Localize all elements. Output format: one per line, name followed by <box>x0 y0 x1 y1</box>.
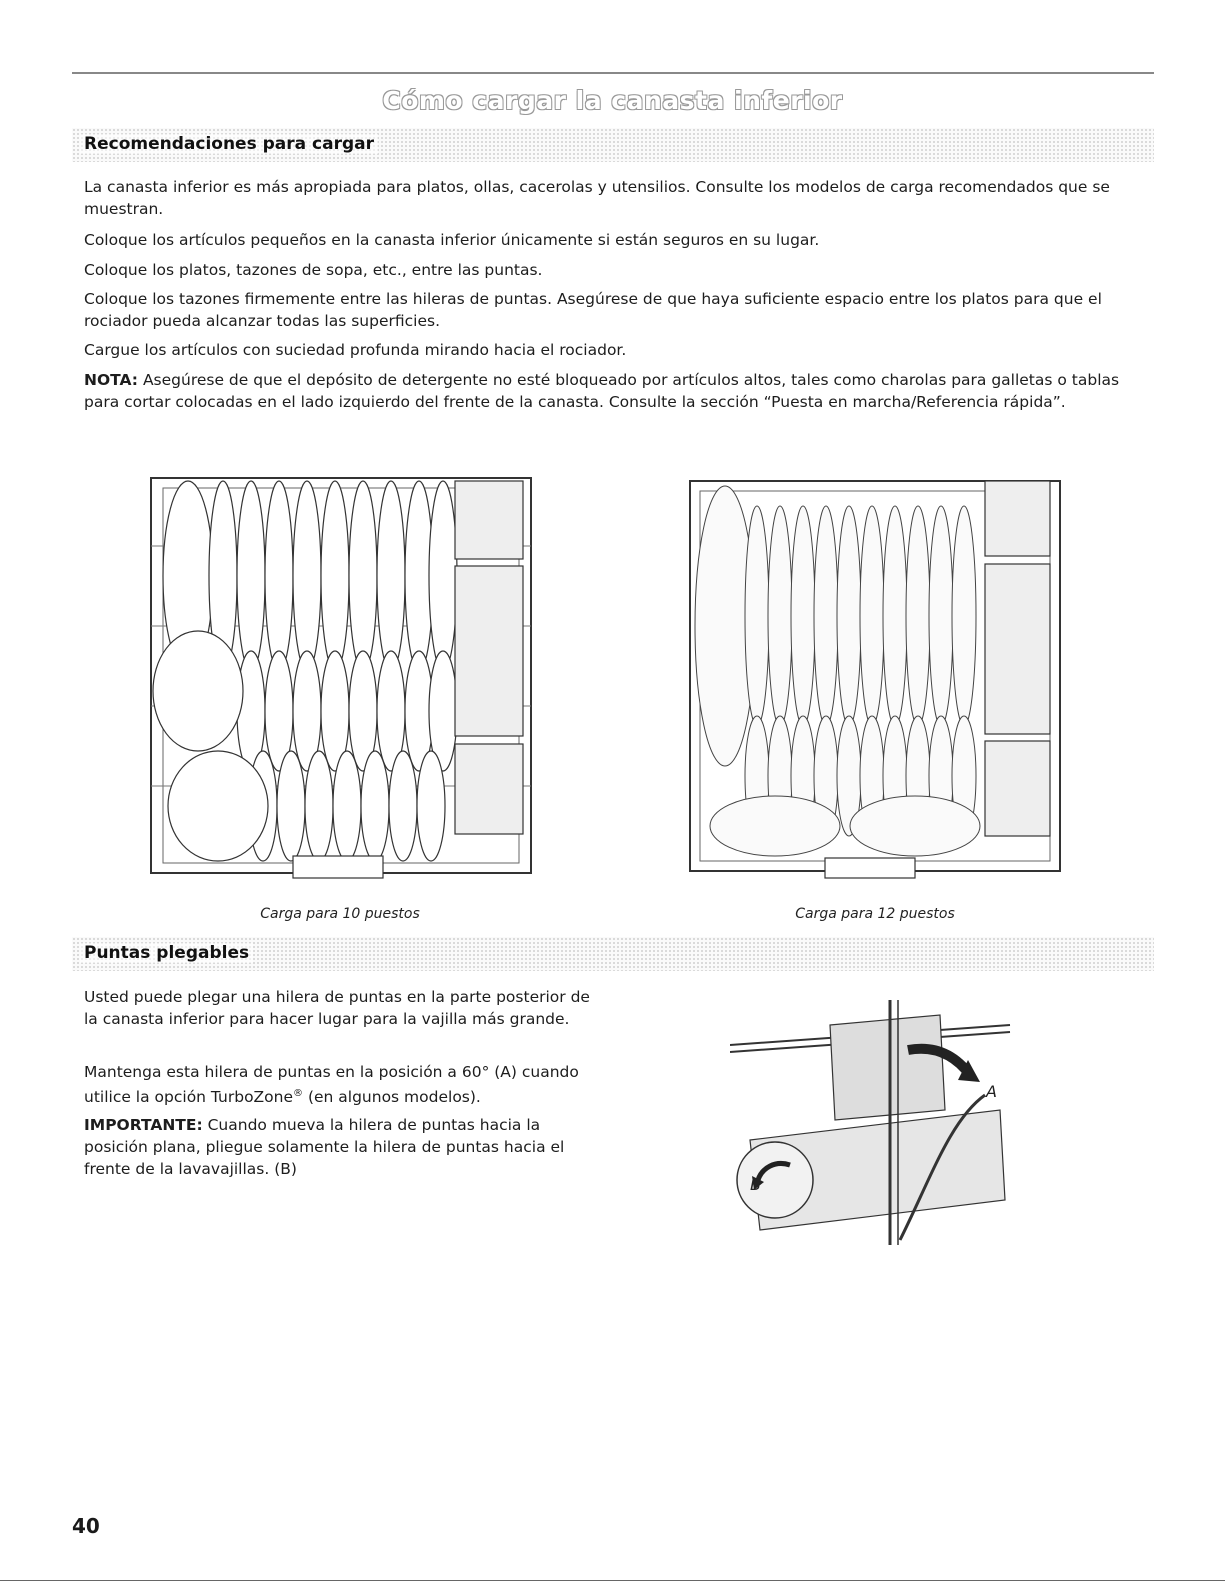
paragraph-basket-use: La canasta inferior es más apropiada para platos, ollas, cacerolas y utensilios. Consulte los modelos de carga recomendados que se muestran. <box>84 178 1110 218</box>
section-heading-loading-tips: Recomendaciones para cargar <box>80 134 378 154</box>
important-text: Cuando mueva la hilera de puntas hacia la posición plana, pliegue solamente la hilera de puntas hacia el frente de la lavavajillas. (B) <box>84 1116 565 1178</box>
rack-12-place-illustration <box>685 466 1065 886</box>
note-paragraph <box>84 369 1144 413</box>
bottom-rule <box>0 1580 1225 1581</box>
paragraph-soiled-items: Cargue los artículos con suciedad profunda mirando hacia el rociador. <box>84 341 627 359</box>
turbozone-text-b: (en algunos modelos). <box>303 1088 481 1107</box>
paragraph-plates: Coloque los platos, tazones de sopa, etc., entre las puntas. <box>84 261 543 279</box>
section-heading-band <box>72 128 1154 162</box>
important-paragraph <box>84 1114 604 1180</box>
section-heading-band <box>72 937 1154 971</box>
caption-10-place: Carga para 10 puestos <box>260 906 420 922</box>
paragraph-small-items: Coloque los artículos pequeños en la canasta inferior únicamente si están seguros en su lugar. <box>84 231 820 249</box>
label-a: A <box>986 1082 997 1101</box>
paragraph-turbozone <box>84 1061 604 1108</box>
note-label: NOTA: <box>84 371 139 389</box>
caption-12-place: Carga para 12 puestos <box>795 906 955 922</box>
page-number: 40 <box>72 1514 100 1538</box>
paragraph-bowls: Coloque los tazones firmemente entre las hileras de puntas. Asegúrese de que haya suficiente espacio entre los platos para que el rociador pueda alcanzar todas las superficies. <box>84 290 1102 330</box>
important-label: IMPORTANTE: <box>84 1116 203 1134</box>
section-heading-folding-tines: Puntas plegables <box>80 943 253 963</box>
turbozone-text-a: Mantenga esta hilera de puntas en la posición a 60° (A) cuando utilice la opción TurboZone <box>84 1063 579 1107</box>
rack-10-place-illustration <box>143 466 537 888</box>
page-title: Cómo cargar la canasta inferior <box>382 86 843 115</box>
top-rule <box>72 72 1154 74</box>
paragraph-folding-row: Usted puede plegar una hilera de puntas en la parte posterior de la canasta inferior para hacer lugar para la vajilla más grande. <box>84 988 590 1028</box>
registered-mark: ® <box>293 1088 304 1099</box>
label-b: B <box>750 1175 761 1194</box>
note-text: Asegúrese de que el depósito de detergente no esté bloqueado por artículos altos, tales como charolas para galletas o tablas para cortar colocadas en el lado izquierdo del frente de la canasta. Consulte la sección “Puesta en marcha/Referencia rápida”. <box>84 371 1120 411</box>
folding-tines-illustration <box>730 1000 1015 1245</box>
